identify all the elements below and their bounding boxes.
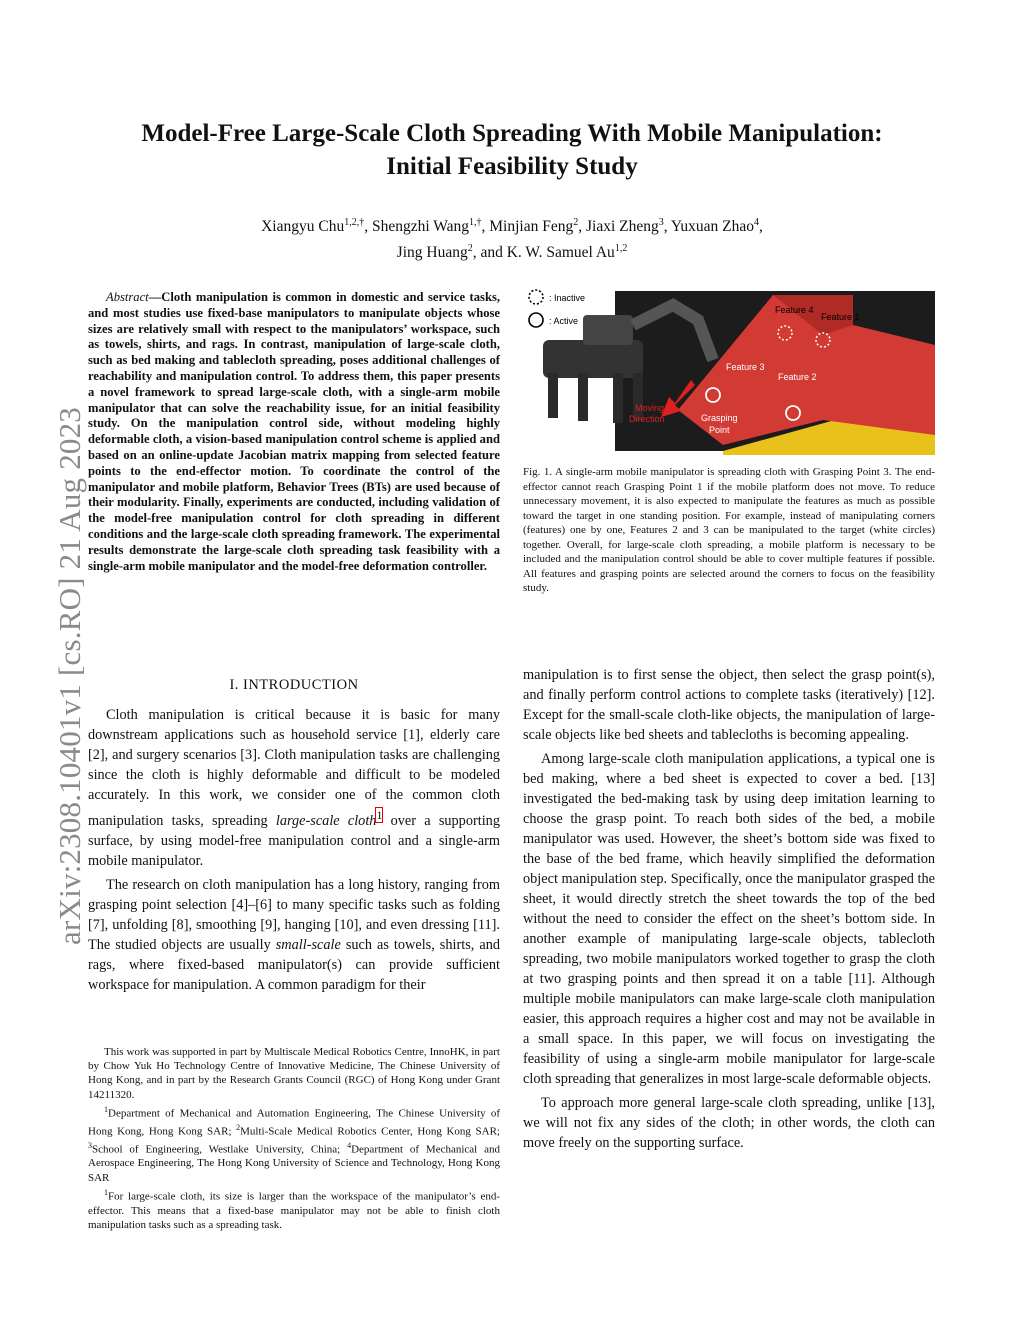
intro-column [88, 705, 500, 999]
text-run: such as towels, shirts, and rags, where fixed-based manipulator(s) can provide sufficient workspace for manipulation. A common paradigm for their [88, 936, 500, 993]
affil-sup: 2 [573, 217, 579, 228]
footnote-affiliations [88, 1103, 500, 1185]
paper-title [100, 117, 924, 183]
right-column [523, 665, 935, 1157]
grasping-label-1: Grasping [701, 413, 738, 423]
author: , Jiaxi Zheng [578, 218, 659, 236]
author: , Yuxuan Zhao [663, 218, 754, 236]
right-paragraph-1: manipulation is to first sense the object, then select the grasp point(s), and finally perform control actions to complete tasks (iteratively) [12]. Except for the small-scale cloth-like objects, the manipulation of large-scale objects like bed sheets and tablecloths is becoming appealing. [523, 667, 935, 743]
section-heading: I. INTRODUCTION [229, 677, 359, 693]
moving-label-1: Moving [635, 403, 665, 413]
robot-leg [578, 373, 588, 421]
text-run: Multi-Scale Medical Robotics Center, Hong Kong SAR; [240, 1125, 500, 1138]
abstract-label: Abstract [106, 290, 149, 304]
abstract [88, 290, 500, 574]
figure-1 [523, 285, 935, 455]
affil-sup: 3 [88, 1140, 92, 1150]
intro-paragraph-2 [88, 875, 500, 995]
author: Xiangyu Chu [261, 218, 345, 236]
affil-sup: 1 [104, 1104, 108, 1114]
feature-1-label: Feature 1 [821, 312, 860, 322]
footnote-mark: 1 [104, 1187, 108, 1197]
footnote-1 [88, 1186, 500, 1232]
robot-body [543, 340, 643, 378]
affil-sup: 2 [236, 1122, 241, 1132]
arxiv-stamp [22, 345, 87, 945]
author: , Shengzhi Wang [364, 218, 470, 236]
author: , Minjian Feng [481, 218, 574, 236]
robot-photo [523, 285, 935, 455]
text-run: The research on cloth manipulation has a long history, ranging from grasping point selection [4]–[6] to many specific tasks such as folding [7], unfolding [8], smoothing [9], hanging [10], and even dressing [11]. The studied objects are usually [88, 876, 500, 953]
author-sep: , [759, 218, 763, 236]
robot-leg [613, 373, 623, 423]
affil-sup: 4 [347, 1140, 352, 1150]
right-paragraph-2: Among large-scale cloth manipulation applications, a typical one is bed making, where a bed sheet is expected to cover a bed. [13] investigated the bed-making task by using deep imitation learning to choose the grasp point. To reach both sides of the bed, a mobile manipulator was used. However, the sheet’s bottom side was fixed to the base of the bed frame, which heavily simplified the deformation object manipulation step. Specifically, once the manipulator grasped the sheet, it would directly stretch the sheet towards the top of the bed without the need to consider the effect on the sheet’s bottom side. In another example of manipulating large-scale objects, tablecloth spreading, two mobile manipulators worked together to grasp the cloth at two grasping points and then spread it on a table [11]. Although multiple mobile manipulators can make large-scale cloth manipulation easier, this approach requires a higher cost and may not be available in a small space. In this paper, we will focus on investigating the feasibility of using a single-arm mobile manipulator for large-scale cloth spreading that generalizes in most large-scale deformable objects. [523, 751, 935, 1087]
feature-4-label: Feature 4 [775, 305, 814, 315]
text-run: For large-scale cloth, its size is larger than the workspace of the manipulator’s end-effector. This means that a fixed-base manipulator may not be able to finish cloth manipulation tasks such as a spreading task. [88, 1190, 500, 1231]
italic-term: large-scale cloth [275, 812, 377, 829]
right-paragraph-3: To approach more general large-scale cloth spreading, unlike [13], we will not fix any sides of the cloth; in other words, the cloth can move freely on the supporting surface. [523, 1095, 935, 1151]
title-line-2: Initial Feasibility Study [386, 153, 638, 180]
affil-sup: 2 [467, 243, 473, 255]
feature-2-label: Feature 2 [778, 372, 817, 382]
affil-sup: 1,2 [614, 243, 628, 255]
italic-term: small-scale [275, 936, 341, 953]
figure-caption: Fig. 1. A single-arm mobile manipulator is spreading cloth with Grasping Point 3. The end-effector cannot reach Grasping Point 1 if the mobile platform does not move. To reduce unnecessary movement, it is also expected to manipulate the features as much as possible toward the target in one standing position. For example, instead of manipulating corners (features) one by one, Features 2 and 3 can be manipulated to the target (white circles) together. Overall, for large-scale cloth spreading, a mobile platform is necessary to be included and the manipulation control should be able to cover multiple features if possible. All features and grasping points are selected around the corners to focus on the feasibility study. [523, 466, 935, 594]
legend-active: : Active [549, 316, 579, 326]
affil-sup: 3 [658, 217, 664, 228]
arxiv-id: arXiv:2308.10401v1 [cs.RO] 21 Aug 2023 [52, 406, 87, 945]
abstract-dash: — [148, 290, 162, 304]
text-run: over a supporting surface, by using model-free manipulation control and a single-arm mobile manipulator. [88, 812, 500, 869]
intro-paragraph-1 [88, 705, 500, 871]
grasping-label-2: Point [709, 425, 730, 435]
affil-sup: 1,† [469, 217, 482, 228]
abstract-text: Cloth manipulation is common in domestic and service tasks, and most studies use fixed-base manipulators to manipulate objects whose sizes are relatively small with respect to the manipulators’ workspace, such as towels, shirts, and rags. In contrast, manipulation of large-scale cloth, such as bed making and tablecloth spreading, poses additional challenges of reachability and manipulation control. To address them, this paper presents a novel framework to spread large-scale cloth, with a single-arm mobile manipulator that can solve the reachability issue, for an initial feasibility study. On the manipulation control side, without modeling highly deformable cloth, a vision-based manipulation control scheme is applied and based on an online-update Jacobian matrix mapping from selected feature points to the end-effector motion. To coordinate the control of the manipulator and mobile platform, Behavior Trees (BTs) are used because of their modularity. Finally, experiments are conducted, including validation of the model-free manipulation control for cloth spreading in different conditions and the large-scale cloth spreading framework. The experimental results demonstrate the large-scale cloth spreading task feasibility with a single-arm mobile manipulator and the model-free deformation controller. [88, 290, 500, 573]
text-run: Department of Mechanical and Aerospace Engineering, The Hong Kong University of Science and Technology, Hong Kong SAR [88, 1143, 500, 1184]
moving-label-2: Direction [629, 414, 665, 424]
author: , and K. W. Samuel Au [472, 244, 615, 262]
legend-inactive: : Inactive [549, 293, 586, 303]
text-run: School of Engineering, Westlake University, China; [92, 1143, 348, 1156]
robot-leg [548, 373, 558, 418]
feature-3-label: Feature 3 [726, 362, 765, 372]
footnote-funding: This work was supported in part by Multiscale Medical Robotics Centre, InnoHK, in part by Chow Yuk Ho Technology Centre of Innovative Medicine, The Chinese University of Hong Kong, and in part by the Research Grants Council (RGC) of Hong Kong under Grant 14211320. [88, 1046, 500, 1101]
affil-sup: 4 [754, 217, 759, 228]
text-run: Cloth manipulation is critical because it is basic for many downstream applications such as household service [1], elderly care [2], and surgery scenarios [3]. Cloth manipulation tasks are challenging since the cloth is highly deformable and difficult to be modeled accurately. In this work, we consider one of the common cloth manipulation tasks, spreading [88, 707, 500, 829]
text-run: Department of Mechanical and Automation Engineering, The Chinese University of Hong Kong, Hong Kong SAR; [88, 1107, 500, 1138]
robot-arm-base [583, 315, 633, 345]
title-line-1: Model-Free Large-Scale Cloth Spreading With Mobile Manipulation: [141, 120, 883, 147]
authors-line-2 [100, 238, 924, 264]
authors-line-1 [100, 212, 924, 238]
footnote-link[interactable]: 1 [376, 808, 383, 822]
author: Jing Huang [396, 244, 468, 262]
affil-sup: 1,2,† [344, 217, 365, 228]
author-list [100, 212, 924, 264]
footnotes [88, 1045, 500, 1233]
